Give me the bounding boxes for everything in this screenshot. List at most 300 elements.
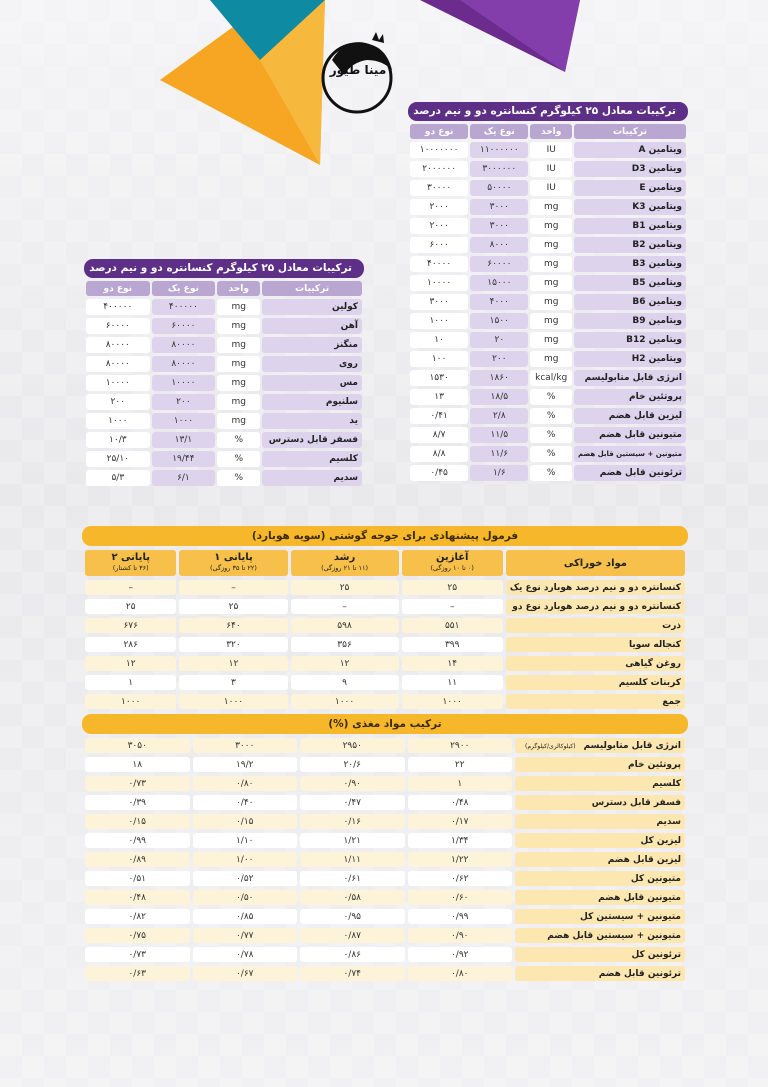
row-name: ویتامین B9	[574, 313, 686, 329]
row-value: ۰/۳۹	[85, 795, 190, 810]
formula-header-cell	[85, 550, 176, 576]
row-type-one-value: ۱۱۰۰۰۰۰۰	[470, 142, 528, 158]
row-unit: IU	[530, 161, 572, 177]
row-name: لیزین قابل هضم	[574, 408, 686, 424]
row-value: ۰/۷۷	[193, 928, 298, 943]
row-unit: IU	[530, 180, 572, 196]
row-value: ۱۰۰۰	[291, 694, 399, 709]
row-value: ۱۰۰۰	[179, 694, 287, 709]
row-value: ۰/۹۵	[300, 909, 405, 924]
row-value: ۰/۴۸	[408, 795, 513, 810]
row-name: ویتامین D3	[574, 161, 686, 177]
row-type-two-value: ۱۰۰۰	[86, 413, 150, 429]
row-unit: IU	[530, 142, 572, 158]
row-name: سلنیوم	[262, 394, 362, 410]
table-row	[410, 218, 686, 234]
row-type-one-value: ۲/۸	[470, 408, 528, 424]
formula-header-cell	[402, 550, 503, 576]
formula-header-label: مواد خوراکی	[563, 557, 627, 569]
row-name-text: متیونین کل	[630, 873, 681, 884]
row-value: ۰/۵۰	[193, 890, 298, 905]
table-row	[86, 375, 362, 391]
minerals-table	[84, 278, 364, 489]
row-unit: mg	[217, 318, 260, 334]
table-row	[410, 161, 686, 177]
row-value: –	[85, 580, 176, 595]
table-row	[85, 738, 685, 753]
row-value: ۳	[179, 675, 287, 690]
row-unit: %	[530, 427, 572, 443]
table-row	[410, 294, 686, 310]
row-value: ۰/۷۵	[85, 928, 190, 943]
row-unit: mg	[530, 332, 572, 348]
row-ingredient-name	[515, 738, 685, 753]
row-type-two-value: ۸/۷	[410, 427, 468, 443]
row-unit: mg	[530, 275, 572, 291]
row-type-one-value: ۱۸۶۰	[470, 370, 528, 386]
row-value: ۰/۶۷	[193, 966, 298, 981]
row-value: ۰/۱۵	[85, 814, 190, 829]
row-ingredient-name	[506, 618, 685, 633]
row-type-one-value: ۱۰۰۰۰	[152, 375, 216, 391]
row-type-two-value: ۳۰۰۰۰	[410, 180, 468, 196]
row-value: ۱	[85, 675, 176, 690]
row-value: –	[402, 599, 503, 614]
table-row	[86, 432, 362, 448]
table-row	[85, 795, 685, 810]
row-name: ویتامین B2	[574, 237, 686, 253]
row-unit: mg	[530, 256, 572, 272]
row-value: ۰/۹۰	[408, 928, 513, 943]
row-type-two-value: ۵/۳	[86, 470, 150, 486]
row-ingredient-name	[506, 675, 685, 690]
row-value: ۰/۸۰	[193, 776, 298, 791]
formula-title: فرمول پیشنهادی برای جوجه گوشتی (سویه هوبارد)	[82, 526, 688, 546]
row-unit: mg	[530, 351, 572, 367]
table-row	[85, 757, 685, 772]
row-name-text: جمع	[662, 696, 681, 707]
nutrients-title: ترکیب مواد مغذی (%)	[82, 714, 688, 734]
header-unit: واحد	[530, 124, 572, 139]
formula-header-cell	[506, 550, 685, 576]
row-type-two-value: ۶۰۰۰	[410, 237, 468, 253]
row-name: ویتامین H2	[574, 351, 686, 367]
row-value: ۰/۸۵	[193, 909, 298, 924]
table-row	[86, 451, 362, 467]
row-unit: %	[217, 432, 260, 448]
row-name: ویتامین B3	[574, 256, 686, 272]
row-type-one-value: ۲۰	[470, 332, 528, 348]
row-name: متیونین + سیستین قابل هضم	[574, 446, 686, 462]
row-value: –	[291, 599, 399, 614]
row-type-two-value: ۲۰۰۰۰۰۰	[410, 161, 468, 177]
row-unit: %	[530, 465, 572, 481]
table-row	[410, 427, 686, 443]
row-type-one-value: ۱۳/۱	[152, 432, 216, 448]
row-ingredient-name	[506, 637, 685, 652]
row-name: ترئونین قابل هضم	[574, 465, 686, 481]
row-value: ۱/۲۱	[300, 833, 405, 848]
row-type-two-value: ۲۰۰	[86, 394, 150, 410]
row-name: ویتامین B1	[574, 218, 686, 234]
row-value: ۰/۱۷	[408, 814, 513, 829]
row-unit: mg	[217, 413, 260, 429]
formula-header-label: پایانی ۲	[111, 552, 150, 563]
row-ingredient-name	[515, 871, 685, 886]
table-row	[86, 413, 362, 429]
row-type-two-value: ۸۰۰۰۰	[86, 337, 150, 353]
row-value: ۰/۸۲	[85, 909, 190, 924]
row-value: ۱۹/۲	[193, 757, 298, 772]
row-type-one-value: ۱۰۰۰	[152, 413, 216, 429]
header-unit: واحد	[217, 281, 260, 296]
table-row	[85, 618, 685, 633]
row-value: ۶۷۶	[85, 618, 176, 633]
formula-header-cell	[179, 550, 287, 576]
row-value: ۳۹۹	[402, 637, 503, 652]
header-composition: ترکیبات	[574, 124, 686, 139]
row-type-one-value: ۱۱/۵	[470, 427, 528, 443]
row-ingredient-name	[515, 757, 685, 772]
row-value: ۱/۲۲	[408, 852, 513, 867]
row-value: ۰/۵۱	[85, 871, 190, 886]
row-value: ۰/۴۷	[300, 795, 405, 810]
table-row	[410, 313, 686, 329]
row-type-one-value: ۸۰۰۰۰	[152, 356, 216, 372]
row-type-two-value: ۱۵۳۰	[410, 370, 468, 386]
row-value: ۱۸	[85, 757, 190, 772]
formula-header-age-range: (۲۲ تا ۳۵ روزگی)	[209, 564, 257, 572]
row-type-one-value: ۶۰۰۰۰	[470, 256, 528, 272]
row-type-two-value: ۲۰۰۰	[410, 218, 468, 234]
row-type-one-value: ۱۵۰۰۰	[470, 275, 528, 291]
minerals-panel	[84, 259, 364, 489]
row-unit: mg	[530, 237, 572, 253]
row-unit: %	[530, 408, 572, 424]
row-value: ۲۵	[291, 580, 399, 595]
row-ingredient-name	[515, 890, 685, 905]
row-value: ۰/۶۱	[300, 871, 405, 886]
row-type-two-value: ۱۰	[410, 332, 468, 348]
row-value: ۰/۶۰	[408, 890, 513, 905]
row-name-text: سدیم	[656, 816, 681, 827]
table-row	[85, 580, 685, 595]
table-row	[85, 656, 685, 671]
table-row	[85, 675, 685, 690]
header-type-two: نوع دو	[86, 281, 150, 296]
row-ingredient-name	[515, 966, 685, 981]
row-name-text: روغن گیاهی	[625, 658, 681, 669]
row-value: ۰/۸۷	[300, 928, 405, 943]
row-value: ۱۲	[179, 656, 287, 671]
table-row	[85, 966, 685, 981]
row-name: منگنز	[262, 337, 362, 353]
row-value: ۰/۶۳	[85, 966, 190, 981]
brand-logo-text: مینا طیور	[329, 63, 387, 77]
row-ingredient-name	[515, 795, 685, 810]
nutrients-table	[82, 734, 688, 985]
purple-triangle-decoration	[420, 0, 580, 75]
row-unit: mg	[530, 199, 572, 215]
table-row	[410, 370, 686, 386]
row-type-one-value: ۴۰۰۰۰۰	[152, 299, 216, 315]
row-ingredient-name	[515, 909, 685, 924]
table-row	[410, 446, 686, 462]
row-type-two-value: ۰/۴۵	[410, 465, 468, 481]
table-row	[86, 394, 362, 410]
vitamins-table-header	[410, 124, 686, 139]
formula-header-label: رشد	[333, 552, 356, 563]
row-value: ۲۵	[85, 599, 176, 614]
row-value: ۶۴۰	[179, 618, 287, 633]
table-row	[410, 351, 686, 367]
row-type-one-value: ۸۰۰۰۰	[152, 337, 216, 353]
row-type-one-value: ۸۰۰۰	[470, 237, 528, 253]
table-row	[85, 928, 685, 943]
row-type-two-value: ۸/۸	[410, 446, 468, 462]
row-name: ید	[262, 413, 362, 429]
row-name-text: پروتئین خام	[628, 759, 681, 770]
row-value: ۳۰۰۰	[193, 738, 298, 753]
row-value: ۱۲	[85, 656, 176, 671]
row-value: ۱۰۰۰	[402, 694, 503, 709]
minerals-table-header	[86, 281, 362, 296]
row-value: ۳۵۶	[291, 637, 399, 652]
row-value: ۲۸۶	[85, 637, 176, 652]
row-name: کلسیم	[262, 451, 362, 467]
row-name-text: لیزین کل	[640, 835, 681, 846]
row-type-two-value: ۳۰۰۰	[410, 294, 468, 310]
row-value: ۲۵	[179, 599, 287, 614]
row-unit: %	[530, 446, 572, 462]
vitamins-panel-title: ترکیبات معادل ۲۵ کیلوگرم کنسانتره دو و نیم درصد	[408, 102, 688, 121]
row-value: ۲۹۰۰	[408, 738, 513, 753]
row-name-text: کنسانتره دو و نیم درصد هوبارد نوع یک	[509, 582, 681, 593]
formula-header-label: پایانی ۱	[214, 552, 253, 563]
header-type-one: نوع یک	[152, 281, 216, 296]
table-row	[86, 337, 362, 353]
row-type-one-value: ۱۹/۴۴	[152, 451, 216, 467]
row-unit: kcal/kg	[530, 370, 572, 386]
row-ingredient-name	[515, 928, 685, 943]
table-row	[85, 909, 685, 924]
row-name-text: ذرت	[662, 620, 681, 631]
table-row	[410, 332, 686, 348]
row-name: روی	[262, 356, 362, 372]
row-name: سدیم	[262, 470, 362, 486]
row-unit: %	[217, 470, 260, 486]
row-type-one-value: ۶/۱	[152, 470, 216, 486]
row-value: ۰/۹۰	[300, 776, 405, 791]
row-value: ۵۹۸	[291, 618, 399, 633]
row-ingredient-name	[515, 947, 685, 962]
formula-table-header	[85, 550, 685, 576]
table-row	[410, 408, 686, 424]
row-value: ۵۵۱	[402, 618, 503, 633]
row-type-two-value: ۱۰۰	[410, 351, 468, 367]
row-value: ۳۲۰	[179, 637, 287, 652]
row-value: ۰/۷۳	[85, 947, 190, 962]
row-type-two-value: ۴۰۰۰۰	[410, 256, 468, 272]
row-name: متیونین قابل هضم	[574, 427, 686, 443]
row-name: انرژی قابل متابولیسم	[574, 370, 686, 386]
row-value: ۱۲	[291, 656, 399, 671]
row-value: ۰/۴۰	[193, 795, 298, 810]
row-type-one-value: ۱۸/۵	[470, 389, 528, 405]
row-value: ۲۰/۶	[300, 757, 405, 772]
row-value: ۱۴	[402, 656, 503, 671]
row-unit: mg	[530, 313, 572, 329]
row-unit: mg	[217, 356, 260, 372]
row-unit: mg	[530, 218, 572, 234]
row-name: آهن	[262, 318, 362, 334]
row-ingredient-name	[515, 852, 685, 867]
row-unit: mg	[217, 337, 260, 353]
vitamins-table	[408, 121, 688, 484]
table-row	[86, 356, 362, 372]
row-type-one-value: ۵۰۰۰۰	[470, 180, 528, 196]
orange-triangle-decoration	[150, 0, 330, 170]
table-row	[410, 465, 686, 481]
formula-section	[82, 526, 688, 985]
table-row	[85, 637, 685, 652]
row-name-text: کربنات کلسیم	[618, 677, 681, 688]
row-value: ۰/۷۴	[300, 966, 405, 981]
formula-header-label: آغازین	[435, 552, 469, 563]
table-row	[85, 599, 685, 614]
row-value: ۰/۴۸	[85, 890, 190, 905]
row-name-text: متیونین قابل هضم	[598, 892, 681, 903]
formula-header-cell	[291, 550, 399, 576]
vitamins-panel	[408, 102, 688, 484]
row-name: ویتامین A	[574, 142, 686, 158]
row-value: ۹	[291, 675, 399, 690]
table-row	[410, 237, 686, 253]
table-row	[410, 199, 686, 215]
row-name: مس	[262, 375, 362, 391]
row-type-two-value: ۲۰۰۰	[410, 199, 468, 215]
row-type-one-value: ۴۰۰۰	[470, 294, 528, 310]
table-row	[410, 180, 686, 196]
row-ingredient-name	[515, 776, 685, 791]
table-row	[86, 318, 362, 334]
row-name-text: لیزین قابل هضم	[607, 854, 681, 865]
row-name-text: کنجاله سویا	[629, 639, 681, 650]
table-row	[85, 814, 685, 829]
row-name: ویتامین B5	[574, 275, 686, 291]
row-value: ۰/۱۵	[193, 814, 298, 829]
row-type-two-value: ۱۰۰۰۰۰۰۰	[410, 142, 468, 158]
row-name: ویتامین E	[574, 180, 686, 196]
row-type-one-value: ۲۰۰	[152, 394, 216, 410]
row-name-text: متیونین + سیستین کل	[579, 911, 681, 922]
table-row	[85, 852, 685, 867]
row-name: فسفر قابل دسترس	[262, 432, 362, 448]
row-type-two-value: ۱۰۰۰۰	[86, 375, 150, 391]
row-unit: mg	[217, 375, 260, 391]
row-type-two-value: ۲۵/۱۰	[86, 451, 150, 467]
row-type-one-value: ۱/۶	[470, 465, 528, 481]
row-name-text: ترئونین قابل هضم	[598, 968, 681, 979]
row-value: ۰/۸۹	[85, 852, 190, 867]
table-row	[410, 142, 686, 158]
row-value: ۰/۶۲	[408, 871, 513, 886]
row-type-two-value: ۴۰۰۰۰۰	[86, 299, 150, 315]
formula-header-age-range: (۱۱ تا ۲۱ روزگی)	[321, 564, 369, 572]
row-type-one-value: ۱۱/۶	[470, 446, 528, 462]
row-type-one-value: ۲۰۰	[470, 351, 528, 367]
row-ingredient-name	[515, 833, 685, 848]
row-type-two-value: ۱۳	[410, 389, 468, 405]
row-name-text: انرژی قابل متابولیسم	[583, 740, 681, 751]
row-type-two-value: ۸۰۰۰۰	[86, 356, 150, 372]
formula-table	[82, 546, 688, 713]
formula-header-age-range: (۳۶ تا کشتار)	[112, 564, 149, 572]
row-value: ۱/۱۱	[300, 852, 405, 867]
row-value: ۲۹۵۰	[300, 738, 405, 753]
table-row	[410, 389, 686, 405]
row-type-one-value: ۳۰۰۰۰۰۰	[470, 161, 528, 177]
row-type-one-value: ۱۵۰۰	[470, 313, 528, 329]
row-value: ۰/۸۶	[300, 947, 405, 962]
row-value: ۱/۰۰	[193, 852, 298, 867]
row-value: ۰/۱۶	[300, 814, 405, 829]
row-name: پروتئین خام	[574, 389, 686, 405]
minerals-panel-title: ترکیبات معادل ۲۵ کیلوگرم کنسانتره دو و نیم درصد	[84, 259, 364, 278]
row-value: ۱۱	[402, 675, 503, 690]
row-unit-note: (کیلوکالری/کیلوگرم)	[525, 742, 576, 750]
table-row	[85, 776, 685, 791]
row-value: ۱۰۰۰	[85, 694, 176, 709]
row-type-two-value: ۰/۴۱	[410, 408, 468, 424]
row-value: –	[179, 580, 287, 595]
row-value: ۰/۷۳	[85, 776, 190, 791]
row-type-two-value: ۱۰۰۰۰	[410, 275, 468, 291]
table-row	[85, 871, 685, 886]
row-type-one-value: ۶۰۰۰۰	[152, 318, 216, 334]
row-ingredient-name	[506, 656, 685, 671]
row-value: ۱/۳۴	[408, 833, 513, 848]
table-row	[410, 275, 686, 291]
row-value: ۰/۵۲	[193, 871, 298, 886]
table-row	[85, 833, 685, 848]
row-type-two-value: ۱۰۰۰	[410, 313, 468, 329]
row-type-two-value: ۱۰/۳	[86, 432, 150, 448]
row-name-text: کنسانتره دو و نیم درصد هوبارد نوع دو	[512, 601, 681, 612]
row-ingredient-name	[515, 814, 685, 829]
row-value: ۰/۸۰	[408, 966, 513, 981]
row-value: ۰/۹۹	[408, 909, 513, 924]
row-value: ۰/۷۸	[193, 947, 298, 962]
row-type-two-value: ۶۰۰۰۰	[86, 318, 150, 334]
header-composition: ترکیبات	[262, 281, 362, 296]
table-row	[410, 256, 686, 272]
row-value: ۲۵	[402, 580, 503, 595]
row-value: ۱	[408, 776, 513, 791]
table-row	[85, 694, 685, 709]
row-value: ۱/۱۰	[193, 833, 298, 848]
formula-header-age-range: (۰ تا ۱۰ روزگی)	[430, 564, 474, 572]
row-name-text: کلسیم	[652, 778, 681, 789]
row-type-one-value: ۳۰۰۰	[470, 199, 528, 215]
table-row	[85, 890, 685, 905]
table-row	[85, 947, 685, 962]
row-value: ۰/۹۹	[85, 833, 190, 848]
header-type-two: نوع دو	[410, 124, 468, 139]
table-row	[86, 299, 362, 315]
row-name-text: متیونین + سیستین قابل هضم	[547, 930, 681, 941]
row-value: ۰/۵۸	[300, 890, 405, 905]
